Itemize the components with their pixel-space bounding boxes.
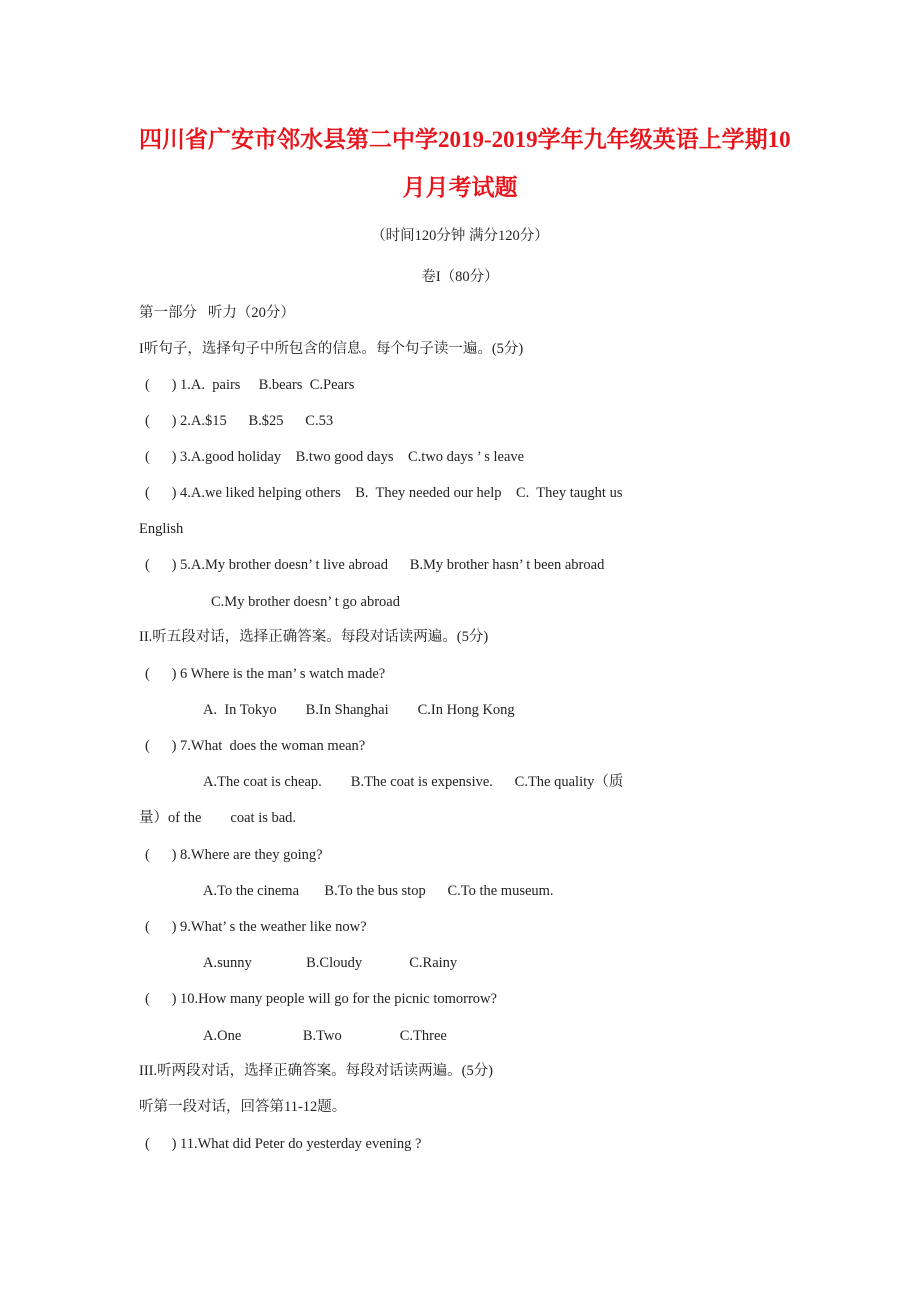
question-5: ( ) 5.A.My brother doesn’ t live abroad B.My brother hasn’ t been abroad xyxy=(145,557,605,573)
dialogue-instruction: 听第一段对话，回答第11-12题。 xyxy=(139,1099,347,1115)
question-7-options: A.The coat is cheap. B.The coat is expensive. C.The quality（质 xyxy=(203,774,624,790)
question-2: ( ) 2.A.$15 B.$25 C.53 xyxy=(145,413,334,429)
part-instruction: II.听五段对话，选择正确答案。每段对话读两遍。(5分) xyxy=(139,629,489,645)
question-6-options: A. In Tokyo B.In Shanghai C.In Hong Kong xyxy=(203,702,515,718)
question-7: ( ) 7.What does the woman mean? xyxy=(145,738,366,754)
question-5-option-c: C.My brother doesn’ t go abroad xyxy=(211,594,400,610)
question-11: ( ) 11.What did Peter do yesterday evening ? xyxy=(145,1136,422,1152)
part-instruction: III.听两段对话，选择正确答案。每段对话读两遍。(5分) xyxy=(139,1063,494,1079)
question-3: ( ) 3.A.good holiday B.two good days C.two days ’ s leave xyxy=(145,449,525,465)
question-9-options: A.sunny B.Cloudy C.Rainy xyxy=(203,955,458,971)
document-title-line-2: 月月考试题 xyxy=(402,175,518,200)
question-10-options: A.One B.Two C.Three xyxy=(203,1028,447,1044)
document-title-line-1: 四川省广安市邻水县第二中学2019-2019学年九年级英语上学期10 xyxy=(139,127,791,152)
question-10: ( ) 10.How many people will go for the picnic tomorrow? xyxy=(145,991,497,1007)
question-9: ( ) 9.What’ s the weather like now? xyxy=(145,919,367,935)
question-4-continued: English xyxy=(139,521,184,537)
volume-heading: 卷I（80分） xyxy=(421,269,499,285)
question-6: ( ) 6 Where is the man’ s watch made? xyxy=(145,666,386,682)
question-4: ( ) 4.A.we liked helping others B. They needed our help C. They taught us xyxy=(145,485,623,501)
question-1: ( ) 1.A. pairs B.bears C.Pears xyxy=(145,377,355,393)
section-heading: 第一部分 听力（20分） xyxy=(139,305,295,321)
question-8: ( ) 8.Where are they going? xyxy=(145,847,323,863)
exam-time-score: （时间120分钟 满分120分） xyxy=(371,228,549,244)
part-instruction: I听句子，选择句子中所包含的信息。每个句子读一遍。(5分) xyxy=(139,341,524,357)
question-8-options: A.To the cinema B.To the bus stop C.To the museum. xyxy=(203,883,554,899)
question-7-options-continued: 量）of the coat is bad. xyxy=(139,810,297,826)
